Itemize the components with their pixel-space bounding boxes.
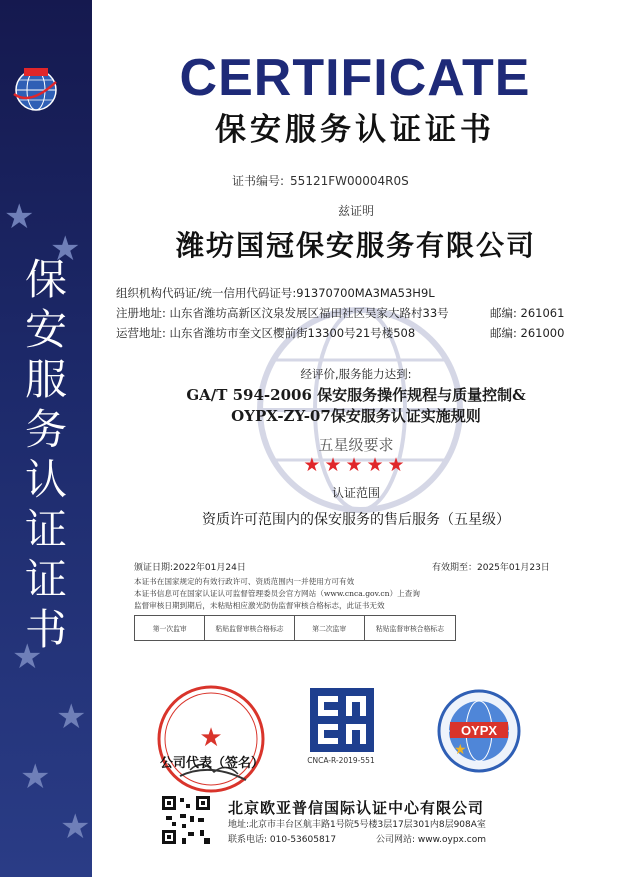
issuing-organization-website: 公司网站: www.oypx.com	[376, 835, 486, 845]
issuing-organization-phone: 联系电话: 010-53605817	[228, 835, 337, 845]
qr-code	[160, 794, 212, 846]
issue-date: 颁证日期:2022年01月24日	[134, 563, 246, 573]
company-name: 潍坊国冠保安服务有限公司	[175, 229, 536, 262]
supervision-cell: 粘贴监督审核合格标志	[205, 616, 294, 641]
sidebar-char: 务	[24, 405, 67, 454]
supervision-cell: 第二次监审	[294, 616, 364, 641]
evaluation-text: 经评价,服务能力达到:	[300, 367, 412, 381]
certificate-number-label: 证书编号:	[232, 174, 285, 188]
accreditation-globe-logo	[10, 62, 62, 114]
scope-title: 认证范围	[331, 486, 380, 500]
star-decoration-icon: ★	[4, 197, 35, 237]
certification-scope: 资质许可范围内的保安服务的售后服务（五星级）	[202, 512, 510, 528]
star-decoration-icon: ★	[56, 697, 87, 737]
certificate-number	[232, 172, 409, 189]
issuing-organization-name: 北京欧亚普信国际认证中心有限公司	[228, 799, 485, 817]
terms-line-3: 监督审核日期到期后，未粘贴相应激光防伪监督审核合格标志，此证书无效	[134, 601, 385, 610]
org-code: 组织机构代码证/统一信用代码证号:91370700MA3MA53H9L	[116, 286, 435, 300]
registered-postal-code: 邮编: 261061	[490, 306, 565, 320]
sidebar-char: 证	[24, 555, 67, 604]
oypx-logo-text: OYPX	[460, 723, 498, 738]
sidebar-char: 证	[24, 505, 67, 554]
service-level: 五星级要求	[318, 436, 394, 454]
company-representative-signature-label: 公司代表（签名）	[160, 756, 265, 771]
issuing-organization-address: 地址:北京市丰台区航丰路1号院5号楼3层17层301内8层908A室	[228, 820, 486, 830]
standard-line-2: OYPX-ZY-07保安服务认证实施规则	[231, 407, 481, 425]
terms-line-1: 本证书在国家规定的有效行政许可、资质范围内一并使用方可有效	[134, 577, 355, 586]
terms-line-2: 本证书信息可在国家认证认可监督管理委员会官方网站（www.cnca.gov.cn）上查询	[134, 589, 420, 598]
oypx-logo	[436, 688, 522, 774]
star-decoration-icon: ★	[12, 637, 43, 677]
star-decoration-icon: ★	[60, 807, 91, 847]
svg-text:★: ★	[199, 723, 223, 753]
company-seal-stamp	[150, 678, 272, 800]
sidebar-char: 保	[24, 255, 67, 304]
operating-address: 运营地址: 山东省潍坊市奎文区樱前街13300号21号楼508	[116, 326, 416, 340]
operating-postal-code: 邮编: 261000	[490, 326, 565, 340]
sidebar-char: 书	[24, 605, 67, 654]
sidebar-char: 认	[24, 455, 67, 504]
hereby-text: 兹证明	[337, 204, 374, 218]
cnca-logo	[310, 688, 374, 752]
supervision-cell: 粘贴监督审核合格标志	[365, 616, 456, 641]
registered-address: 注册地址: 山东省潍坊高新区汶泉发展区福田社区吴家大路村33号	[116, 306, 449, 320]
certificate-title-en: CERTIFICATE	[179, 49, 531, 107]
sidebar-char: 服	[24, 355, 67, 404]
supervision-table	[134, 615, 456, 641]
valid-until-date: 有效期至：2025年01月23日	[432, 563, 550, 573]
sidebar-vertical-title	[22, 255, 70, 655]
certificate-number-value: 55121FW00004R0S	[290, 174, 409, 188]
sidebar-band	[0, 0, 92, 877]
star-decoration-icon: ★	[50, 229, 81, 269]
cnca-code: CNCA-R-2019-551	[307, 756, 375, 765]
svg-text:★: ★	[454, 742, 467, 758]
star-decoration-icon: ★	[20, 757, 51, 797]
standard-line-1: GA/T 594-2006 保安服务操作规程与质量控制&	[186, 386, 526, 404]
sidebar-char: 安	[24, 305, 67, 354]
supervision-cell: 第一次监审	[135, 616, 205, 641]
five-star-rating-icon: ★★★★★	[303, 454, 409, 476]
certificate-title-cn: 保安服务认证证书	[215, 112, 495, 148]
